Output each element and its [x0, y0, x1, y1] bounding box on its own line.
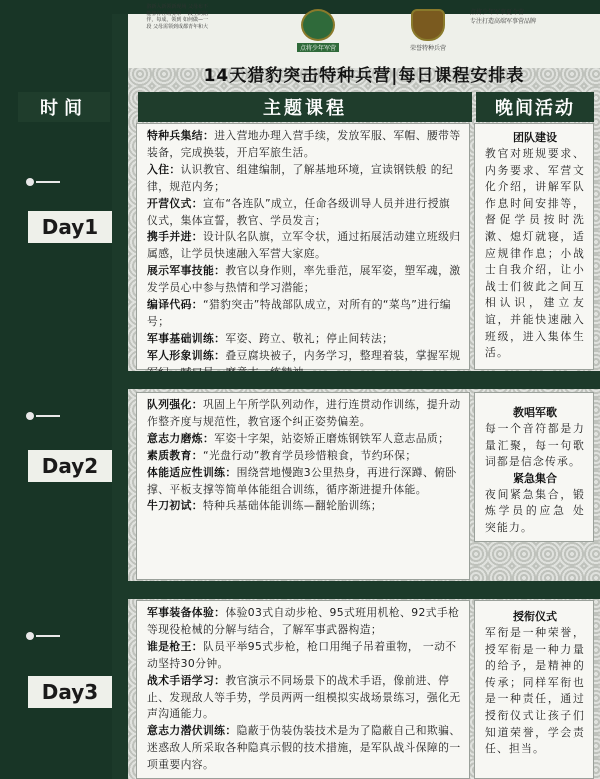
course-text: 特种兵基础体能训练—翻轮胎训练； — [202, 499, 383, 513]
shield-emblem-icon — [411, 9, 445, 41]
star-emblem-icon — [301, 9, 335, 41]
timeline-dash — [36, 635, 60, 637]
page-title: 14天猎豹突击特种兵营|每日课程安排表 — [203, 65, 525, 86]
day1-main-box — [136, 123, 470, 370]
course-key: 编译代码： — [147, 298, 203, 312]
header-right-line-1: 点将少年军事夏令营 — [470, 9, 525, 16]
course-text: 隐蔽于伪装伪装技术是为了隐蔽自己和欺骗、迷惑敌人所采取各种隐真示假的技术措施，是军队战斗保障的一项重要内容。 — [147, 724, 461, 772]
course-text: “猎豹突击”特战部队成立，对所有的“菜鸟”进行编号； — [147, 298, 451, 328]
course-item — [147, 162, 461, 196]
evening-title: 授衔仪式 — [513, 610, 557, 623]
timeline-dash — [36, 181, 60, 183]
column-header-time: 时间 — [18, 92, 110, 122]
timeline-dot — [26, 412, 34, 420]
day1-evening-box — [474, 123, 594, 370]
course-text: 体验03式自动步枪、95式班用机枪、92式手枪等现役枪械的分解与结合，了解军事武器构造； — [147, 606, 460, 636]
course-text: 军姿十字架，站姿矫正磨炼钢铁军人意志品质； — [214, 431, 450, 445]
course-item — [147, 431, 461, 448]
section-separator — [128, 371, 600, 389]
header-left-text: 浴新入新领新现场 父母布不能够你在场身形 一段上的陪伴，每成，领到 如何做—一段 父母需领到成都青年和大 — [146, 4, 208, 30]
day-label-3: Day3 — [28, 676, 112, 708]
course-item — [147, 723, 461, 774]
day-label-2: Day2 — [28, 450, 112, 482]
brand-caption-right: 荣誉特种兵营 — [409, 45, 446, 52]
course-text: 认识教官、组建编制，了解基地环境，宣读钢铁般 的纪律，规范内务； — [147, 162, 454, 193]
course-key: 军事装备体验： — [147, 606, 226, 619]
course-item — [147, 128, 461, 162]
course-item — [147, 673, 461, 724]
course-text: 叠豆腐块被子，内务学习，整理着装，掌握军规 — [225, 348, 461, 362]
section-separator — [128, 581, 600, 599]
course-item — [147, 263, 461, 297]
course-key: 军人形象训练： — [147, 348, 226, 362]
brand-logo-right — [402, 8, 454, 52]
course-key: 牛刀初试： — [147, 499, 203, 513]
course-item — [147, 448, 461, 465]
course-text: 队员平举95式步枪，枪口用绳子吊着重物， 一动不动坚持30分钟。 — [147, 639, 457, 670]
course-text: 军姿、跨立、敬礼；停止间转法； — [225, 331, 394, 345]
evening-title: 团队建设 — [513, 131, 557, 144]
course-text: “光盘行动”教育学员珍惜粮食，节约环保； — [202, 448, 417, 462]
timeline-dash — [36, 415, 60, 417]
course-text: 教官演示不同场景下的战术手语，像前进、停止、发现敌人等手势，学员两两一组模拟实战场景练习，强化无声沟通能力。 — [147, 673, 461, 721]
course-key: 军事基础训练： — [147, 331, 226, 345]
course-item — [147, 465, 461, 499]
course-key: 战术手语学习： — [147, 673, 226, 687]
course-item — [147, 331, 461, 348]
course-key: 意志力磨炼： — [147, 431, 215, 445]
course-text: 巩固上午所学队列动作，进行连贯动作训练，提升动作整齐度与规范性，教官逐个纠正姿势偏差。 — [147, 398, 461, 428]
course-key: 意志力潜伏训练： — [147, 724, 237, 738]
header-right-text — [470, 8, 588, 26]
course-text: 宣布“各连队”成立，任命各级训导人员并进行授旗仪式，集体宣誓，教官、学员发言； — [147, 196, 451, 227]
course-item — [147, 229, 461, 263]
day2-main-box — [136, 392, 470, 580]
course-item — [147, 639, 461, 673]
timeline-dot — [26, 632, 34, 640]
course-key: 入住： — [147, 162, 181, 176]
course-text: 教官以身作则，率先垂范，展军姿，塑军魂，激发学员心中参与热情和学习潜能； — [147, 264, 461, 295]
evening-text: 军衔是一种荣誉，授军衔是一种力量的给予，是精神的传承；同样军衔也是一种责任，通过授衔仪式让孩子们知道荣誉，学会责任、担当。 — [485, 626, 585, 756]
brand-caption-left: 点将少年军营 — [297, 43, 339, 52]
course-key: 特种兵集结： — [147, 129, 215, 142]
timeline-dot — [26, 178, 34, 186]
evening-text: 教官对班规要求、内务要求、军营文化介绍，讲解军队作息时间安排等，督促学员按时洗漱、熄灯就寝，适应规律作息；小战士自我介绍，让小战士们彼此之间互相认识，建立友谊，并能快速融入班级，进入集体生活。 — [485, 147, 585, 360]
course-text: 进入营地办理入营手续，发放军服、军帽、腰带等装备，完成换装，开启军旅生活。 — [147, 129, 461, 159]
course-item — [147, 297, 461, 331]
course-key: 体能适应性训练： — [147, 465, 237, 479]
course-item — [147, 196, 461, 230]
day-label-1: Day1 — [28, 211, 112, 243]
day2-evening-box — [474, 392, 594, 542]
column-header-evening: 晚间活动 — [476, 92, 594, 122]
course-item — [147, 397, 461, 431]
course-key: 开营仪式： — [147, 196, 203, 210]
course-key: 队列强化： — [147, 398, 203, 411]
header-right-line-2: 专注打造高端军事营品牌 — [470, 18, 537, 25]
course-text: 围绕营地慢跑3公里热身，再进行深蹲、俯卧撑、平板支撑等简单体能组合训练，循序渐进提升体能。 — [147, 465, 457, 496]
course-text: 设计队名队旗，立军令状，通过拓展活动建立班级归属感，让学员快速融入军营大家庭。 — [147, 230, 461, 261]
course-item — [147, 605, 461, 639]
evening-title: 教唱军歌 — [513, 406, 557, 419]
course-key: 谁是枪王： — [147, 639, 203, 653]
brand-logo-left — [292, 8, 344, 52]
day3-main-box — [136, 600, 470, 779]
evening-text: 每一个音符都是力量汇聚，每一句歌词都是信念传承。 — [485, 422, 585, 469]
course-key: 素质教育： — [147, 448, 203, 462]
evening-text: 夜间紧急集合，锻炼学员的应急 处突能力。 — [485, 487, 585, 534]
course-key: 携手并进： — [147, 230, 203, 244]
evening-title: 紧急集合 — [513, 471, 557, 485]
course-item — [147, 498, 461, 515]
course-key: 展示军事技能： — [147, 264, 226, 278]
day3-evening-box — [474, 600, 594, 779]
column-header-main: 主题课程 — [138, 92, 472, 122]
